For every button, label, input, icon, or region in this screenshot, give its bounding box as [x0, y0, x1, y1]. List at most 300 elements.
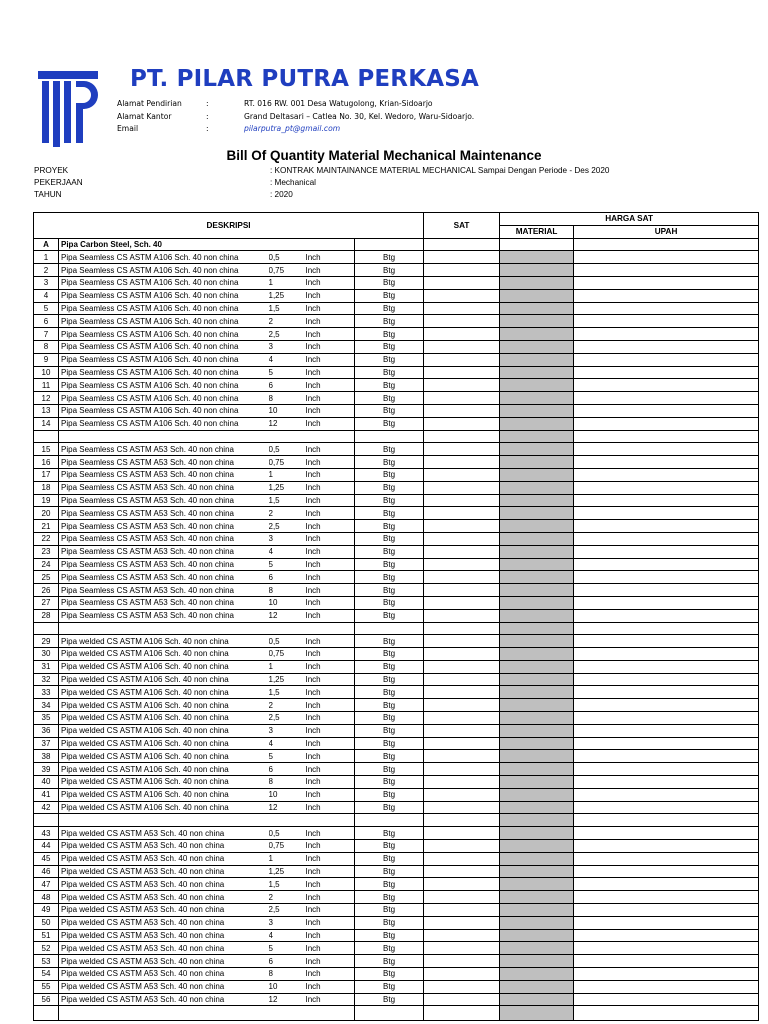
item-sat: Btg	[355, 545, 424, 558]
item-desc: Pipa welded CS ASTM A53 Sch. 40 non china	[59, 852, 269, 865]
item-sat: Btg	[355, 558, 424, 571]
item-sat: Btg	[355, 366, 424, 379]
item-unit: Inch	[306, 353, 355, 366]
item-sat: Btg	[355, 712, 424, 725]
item-desc: Pipa Seamless CS ASTM A53 Sch. 40 non china	[59, 596, 269, 609]
item-ket	[574, 340, 759, 353]
table-row	[34, 468, 759, 481]
table-row	[34, 443, 759, 456]
company-name: PT. PILAR PUTRA PERKASA	[130, 66, 479, 92]
item-unit: Inch	[306, 443, 355, 456]
item-no: 22	[34, 532, 59, 545]
item-desc: Pipa welded CS ASTM A106 Sch. 40 non china	[59, 763, 269, 776]
item-no: 30	[34, 648, 59, 661]
item-ket	[574, 712, 759, 725]
item-ket	[574, 571, 759, 584]
item-sat: Btg	[355, 596, 424, 609]
table-row	[34, 609, 759, 622]
item-no: 27	[34, 596, 59, 609]
item-upah	[500, 443, 574, 456]
item-material	[424, 417, 500, 430]
item-size: 1	[269, 276, 306, 289]
item-ket	[574, 827, 759, 840]
item-upah	[500, 392, 574, 405]
item-ket	[574, 788, 759, 801]
item-sat: Btg	[355, 788, 424, 801]
item-unit: Inch	[306, 404, 355, 417]
address-row-pendirian	[117, 98, 474, 111]
item-sat: Btg	[355, 827, 424, 840]
item-material	[424, 827, 500, 840]
item-upah	[500, 584, 574, 597]
item-size: 8	[269, 968, 306, 981]
table-row	[34, 558, 759, 571]
item-desc: Pipa Seamless CS ASTM A106 Sch. 40 non china	[59, 289, 269, 302]
item-no: 5	[34, 302, 59, 315]
item-desc: Pipa Seamless CS ASTM A106 Sch. 40 non china	[59, 392, 269, 405]
item-sat: Btg	[355, 532, 424, 545]
item-upah	[500, 955, 574, 968]
item-upah	[500, 904, 574, 917]
item-no: 25	[34, 571, 59, 584]
item-sat: Btg	[355, 635, 424, 648]
address-row-email	[117, 123, 474, 136]
item-size	[269, 430, 306, 443]
item-size: 2,5	[269, 904, 306, 917]
item-desc	[59, 622, 269, 635]
item-upah	[500, 276, 574, 289]
item-material	[424, 788, 500, 801]
item-sat: Btg	[355, 942, 424, 955]
item-material	[424, 852, 500, 865]
item-size: 8	[269, 584, 306, 597]
item-sat: Btg	[355, 878, 424, 891]
item-ket	[574, 891, 759, 904]
item-material	[424, 942, 500, 955]
item-ket	[574, 904, 759, 917]
item-sat: Btg	[355, 302, 424, 315]
item-upah	[500, 737, 574, 750]
table-row	[34, 302, 759, 315]
item-size: 0,5	[269, 443, 306, 456]
table-row	[34, 929, 759, 942]
item-sat: Btg	[355, 891, 424, 904]
item-unit: Inch	[306, 942, 355, 955]
table-row	[34, 648, 759, 661]
boq-table	[33, 212, 759, 1021]
item-unit: Inch	[306, 699, 355, 712]
item-ket	[574, 1006, 759, 1021]
item-desc: Pipa welded CS ASTM A53 Sch. 40 non china	[59, 968, 269, 981]
item-desc: Pipa Seamless CS ASTM A106 Sch. 40 non china	[59, 264, 269, 277]
item-size: 3	[269, 916, 306, 929]
item-no: 47	[34, 878, 59, 891]
item-desc: Pipa Seamless CS ASTM A53 Sch. 40 non china	[59, 532, 269, 545]
item-no: 53	[34, 955, 59, 968]
item-ket	[574, 264, 759, 277]
item-desc: Pipa welded CS ASTM A106 Sch. 40 non china	[59, 686, 269, 699]
item-upah	[500, 1006, 574, 1021]
item-size: 1,5	[269, 878, 306, 891]
item-material	[424, 686, 500, 699]
item-size: 0,75	[269, 648, 306, 661]
item-unit: Inch	[306, 545, 355, 558]
item-desc: Pipa Seamless CS ASTM A53 Sch. 40 non china	[59, 456, 269, 469]
table-row	[34, 776, 759, 789]
item-sat	[355, 814, 424, 827]
item-size: 4	[269, 737, 306, 750]
item-upah	[500, 980, 574, 993]
meta-label: TAHUN	[34, 190, 62, 199]
item-no: 39	[34, 763, 59, 776]
item-ket	[574, 776, 759, 789]
header-sat: SAT	[424, 213, 500, 239]
item-upah	[500, 494, 574, 507]
item-unit: Inch	[306, 968, 355, 981]
item-upah	[500, 840, 574, 853]
item-size: 3	[269, 340, 306, 353]
item-upah	[500, 686, 574, 699]
item-no	[34, 1006, 59, 1021]
item-no: 17	[34, 468, 59, 481]
item-no: 12	[34, 392, 59, 405]
item-ket	[574, 750, 759, 763]
item-no: 4	[34, 289, 59, 302]
item-unit	[306, 622, 355, 635]
item-ket	[574, 404, 759, 417]
item-unit: Inch	[306, 366, 355, 379]
item-material	[424, 289, 500, 302]
meta-value: : 2020	[270, 190, 293, 199]
item-material	[424, 699, 500, 712]
address-sep: :	[206, 124, 209, 133]
item-no: 21	[34, 520, 59, 533]
item-unit	[306, 430, 355, 443]
item-size: 5	[269, 750, 306, 763]
item-no: 2	[34, 264, 59, 277]
item-sat: Btg	[355, 852, 424, 865]
item-size: 1	[269, 660, 306, 673]
section-title: Pipa Carbon Steel, Sch. 40	[59, 238, 355, 251]
item-ket	[574, 430, 759, 443]
item-desc: Pipa Seamless CS ASTM A53 Sch. 40 non china	[59, 443, 269, 456]
table-row	[34, 724, 759, 737]
item-ket	[574, 916, 759, 929]
item-desc: Pipa Seamless CS ASTM A106 Sch. 40 non china	[59, 404, 269, 417]
item-no: 20	[34, 507, 59, 520]
item-material	[424, 404, 500, 417]
item-size: 5	[269, 366, 306, 379]
item-size: 12	[269, 609, 306, 622]
table-row	[34, 980, 759, 993]
item-size: 10	[269, 596, 306, 609]
item-size: 5	[269, 942, 306, 955]
item-unit: Inch	[306, 456, 355, 469]
item-no: 56	[34, 993, 59, 1006]
item-ket	[574, 865, 759, 878]
item-material	[424, 916, 500, 929]
item-upah	[500, 366, 574, 379]
item-size: 1,5	[269, 494, 306, 507]
address-sep: :	[206, 111, 209, 121]
item-sat: Btg	[355, 699, 424, 712]
item-no: 24	[34, 558, 59, 571]
table-row	[34, 878, 759, 891]
item-material	[424, 238, 500, 251]
item-sat: Btg	[355, 980, 424, 993]
item-sat: Btg	[355, 315, 424, 328]
item-unit: Inch	[306, 750, 355, 763]
item-ket	[574, 763, 759, 776]
item-sat: Btg	[355, 776, 424, 789]
item-size: 8	[269, 392, 306, 405]
item-ket	[574, 584, 759, 597]
item-sat: Btg	[355, 763, 424, 776]
item-desc: Pipa Seamless CS ASTM A53 Sch. 40 non china	[59, 481, 269, 494]
address-label: Alamat Pendirian	[117, 99, 182, 108]
item-size: 0,5	[269, 827, 306, 840]
table-row	[34, 392, 759, 405]
table-row	[34, 328, 759, 341]
item-upah	[500, 238, 574, 251]
table-row	[34, 340, 759, 353]
table-row	[34, 968, 759, 981]
item-desc: Pipa Seamless CS ASTM A106 Sch. 40 non china	[59, 417, 269, 430]
item-ket	[574, 724, 759, 737]
item-unit: Inch	[306, 840, 355, 853]
item-unit: Inch	[306, 302, 355, 315]
item-unit: Inch	[306, 468, 355, 481]
item-upah	[500, 430, 574, 443]
item-no: 11	[34, 379, 59, 392]
address-value: Grand Deltasari – Catlea No. 30, Kel. Wedoro, Waru-Sidoarjo.	[244, 111, 475, 121]
item-sat: Btg	[355, 571, 424, 584]
item-ket	[574, 878, 759, 891]
item-upah	[500, 251, 574, 264]
item-ket	[574, 968, 759, 981]
item-ket	[574, 456, 759, 469]
address-label: Email	[117, 124, 139, 133]
spacer-row	[34, 430, 759, 443]
item-unit	[306, 1006, 355, 1021]
item-size: 0,75	[269, 840, 306, 853]
item-no: 51	[34, 929, 59, 942]
item-no: 50	[34, 916, 59, 929]
item-desc: Pipa Seamless CS ASTM A106 Sch. 40 non china	[59, 302, 269, 315]
item-sat: Btg	[355, 507, 424, 520]
email-link[interactable]: pilarputra_pt@gmail.com	[244, 124, 341, 133]
item-material	[424, 660, 500, 673]
item-ket	[574, 699, 759, 712]
item-no: 19	[34, 494, 59, 507]
table-row	[34, 865, 759, 878]
item-desc: Pipa Seamless CS ASTM A53 Sch. 40 non china	[59, 558, 269, 571]
item-size: 2	[269, 507, 306, 520]
meta-label: PROYEK	[34, 166, 69, 175]
item-sat: Btg	[355, 916, 424, 929]
item-ket	[574, 481, 759, 494]
item-size: 0,5	[269, 251, 306, 264]
item-unit: Inch	[306, 980, 355, 993]
item-size: 10	[269, 404, 306, 417]
item-sat: Btg	[355, 520, 424, 533]
item-size: 1,25	[269, 481, 306, 494]
item-desc: Pipa welded CS ASTM A53 Sch. 40 non china	[59, 980, 269, 993]
item-material	[424, 648, 500, 661]
item-size: 2,5	[269, 712, 306, 725]
item-upah	[500, 558, 574, 571]
item-no: 44	[34, 840, 59, 853]
item-size: 12	[269, 801, 306, 814]
item-ket	[574, 737, 759, 750]
item-no: 42	[34, 801, 59, 814]
item-unit: Inch	[306, 417, 355, 430]
item-size: 3	[269, 532, 306, 545]
table-row	[34, 289, 759, 302]
item-desc: Pipa Seamless CS ASTM A53 Sch. 40 non china	[59, 571, 269, 584]
item-no: 7	[34, 328, 59, 341]
item-sat: Btg	[355, 353, 424, 366]
section-row	[34, 238, 759, 251]
item-material	[424, 379, 500, 392]
item-sat: Btg	[355, 609, 424, 622]
item-no: 48	[34, 891, 59, 904]
item-no: 49	[34, 904, 59, 917]
item-ket	[574, 980, 759, 993]
item-sat: Btg	[355, 328, 424, 341]
table-row	[34, 315, 759, 328]
item-material	[424, 955, 500, 968]
item-no: 26	[34, 584, 59, 597]
table-row	[34, 737, 759, 750]
item-desc: Pipa welded CS ASTM A106 Sch. 40 non china	[59, 712, 269, 725]
item-upah	[500, 788, 574, 801]
item-upah	[500, 532, 574, 545]
item-desc: Pipa welded CS ASTM A53 Sch. 40 non china	[59, 840, 269, 853]
item-material	[424, 353, 500, 366]
item-unit	[306, 814, 355, 827]
item-ket	[574, 660, 759, 673]
item-sat: Btg	[355, 443, 424, 456]
item-unit: Inch	[306, 494, 355, 507]
item-unit: Inch	[306, 635, 355, 648]
item-sat: Btg	[355, 481, 424, 494]
item-upah	[500, 878, 574, 891]
item-unit: Inch	[306, 596, 355, 609]
item-unit: Inch	[306, 609, 355, 622]
table-row	[34, 840, 759, 853]
item-size: 10	[269, 788, 306, 801]
header-upah: UPAH	[574, 225, 759, 238]
item-ket	[574, 366, 759, 379]
item-size	[269, 1006, 306, 1021]
item-material	[424, 865, 500, 878]
item-unit: Inch	[306, 264, 355, 277]
item-material	[424, 571, 500, 584]
item-material	[424, 558, 500, 571]
table-row	[34, 494, 759, 507]
item-no: 52	[34, 942, 59, 955]
item-material	[424, 993, 500, 1006]
item-size: 1,25	[269, 289, 306, 302]
item-unit: Inch	[306, 315, 355, 328]
item-upah	[500, 801, 574, 814]
table-row	[34, 404, 759, 417]
section-code: A	[34, 238, 59, 251]
item-material	[424, 315, 500, 328]
item-upah	[500, 379, 574, 392]
item-material	[424, 340, 500, 353]
item-sat: Btg	[355, 968, 424, 981]
table-row	[34, 584, 759, 597]
item-size: 2,5	[269, 520, 306, 533]
item-no: 54	[34, 968, 59, 981]
item-upah	[500, 916, 574, 929]
item-upah	[500, 456, 574, 469]
item-no: 32	[34, 673, 59, 686]
item-ket	[574, 494, 759, 507]
item-upah	[500, 763, 574, 776]
item-no: 31	[34, 660, 59, 673]
item-size: 1,5	[269, 302, 306, 315]
item-size: 0,75	[269, 456, 306, 469]
item-no: 13	[34, 404, 59, 417]
item-desc	[59, 430, 269, 443]
item-desc: Pipa Seamless CS ASTM A106 Sch. 40 non china	[59, 379, 269, 392]
item-upah	[500, 417, 574, 430]
item-material	[424, 366, 500, 379]
item-size: 0,5	[269, 635, 306, 648]
item-upah	[500, 507, 574, 520]
item-upah	[500, 891, 574, 904]
table-row	[34, 366, 759, 379]
item-material	[424, 737, 500, 750]
item-unit: Inch	[306, 558, 355, 571]
item-no: 23	[34, 545, 59, 558]
table-row	[34, 417, 759, 430]
item-unit: Inch	[306, 686, 355, 699]
item-desc	[59, 1006, 269, 1021]
item-sat	[355, 1006, 424, 1021]
item-desc: Pipa welded CS ASTM A106 Sch. 40 non china	[59, 737, 269, 750]
item-sat: Btg	[355, 584, 424, 597]
item-ket	[574, 648, 759, 661]
item-size: 2,5	[269, 328, 306, 341]
item-material	[424, 724, 500, 737]
item-ket	[574, 417, 759, 430]
table-row	[34, 763, 759, 776]
item-unit: Inch	[306, 392, 355, 405]
company-logo	[38, 71, 98, 147]
item-ket	[574, 609, 759, 622]
item-desc: Pipa Seamless CS ASTM A106 Sch. 40 non china	[59, 353, 269, 366]
item-unit: Inch	[306, 776, 355, 789]
item-material	[424, 1006, 500, 1021]
item-no: 3	[34, 276, 59, 289]
item-upah	[500, 724, 574, 737]
item-unit: Inch	[306, 827, 355, 840]
item-unit: Inch	[306, 955, 355, 968]
item-upah	[500, 827, 574, 840]
item-unit: Inch	[306, 878, 355, 891]
item-no: 29	[34, 635, 59, 648]
item-no: 35	[34, 712, 59, 725]
item-material	[424, 904, 500, 917]
item-upah	[500, 929, 574, 942]
item-unit: Inch	[306, 571, 355, 584]
item-desc: Pipa welded CS ASTM A106 Sch. 40 non china	[59, 750, 269, 763]
table-row	[34, 379, 759, 392]
